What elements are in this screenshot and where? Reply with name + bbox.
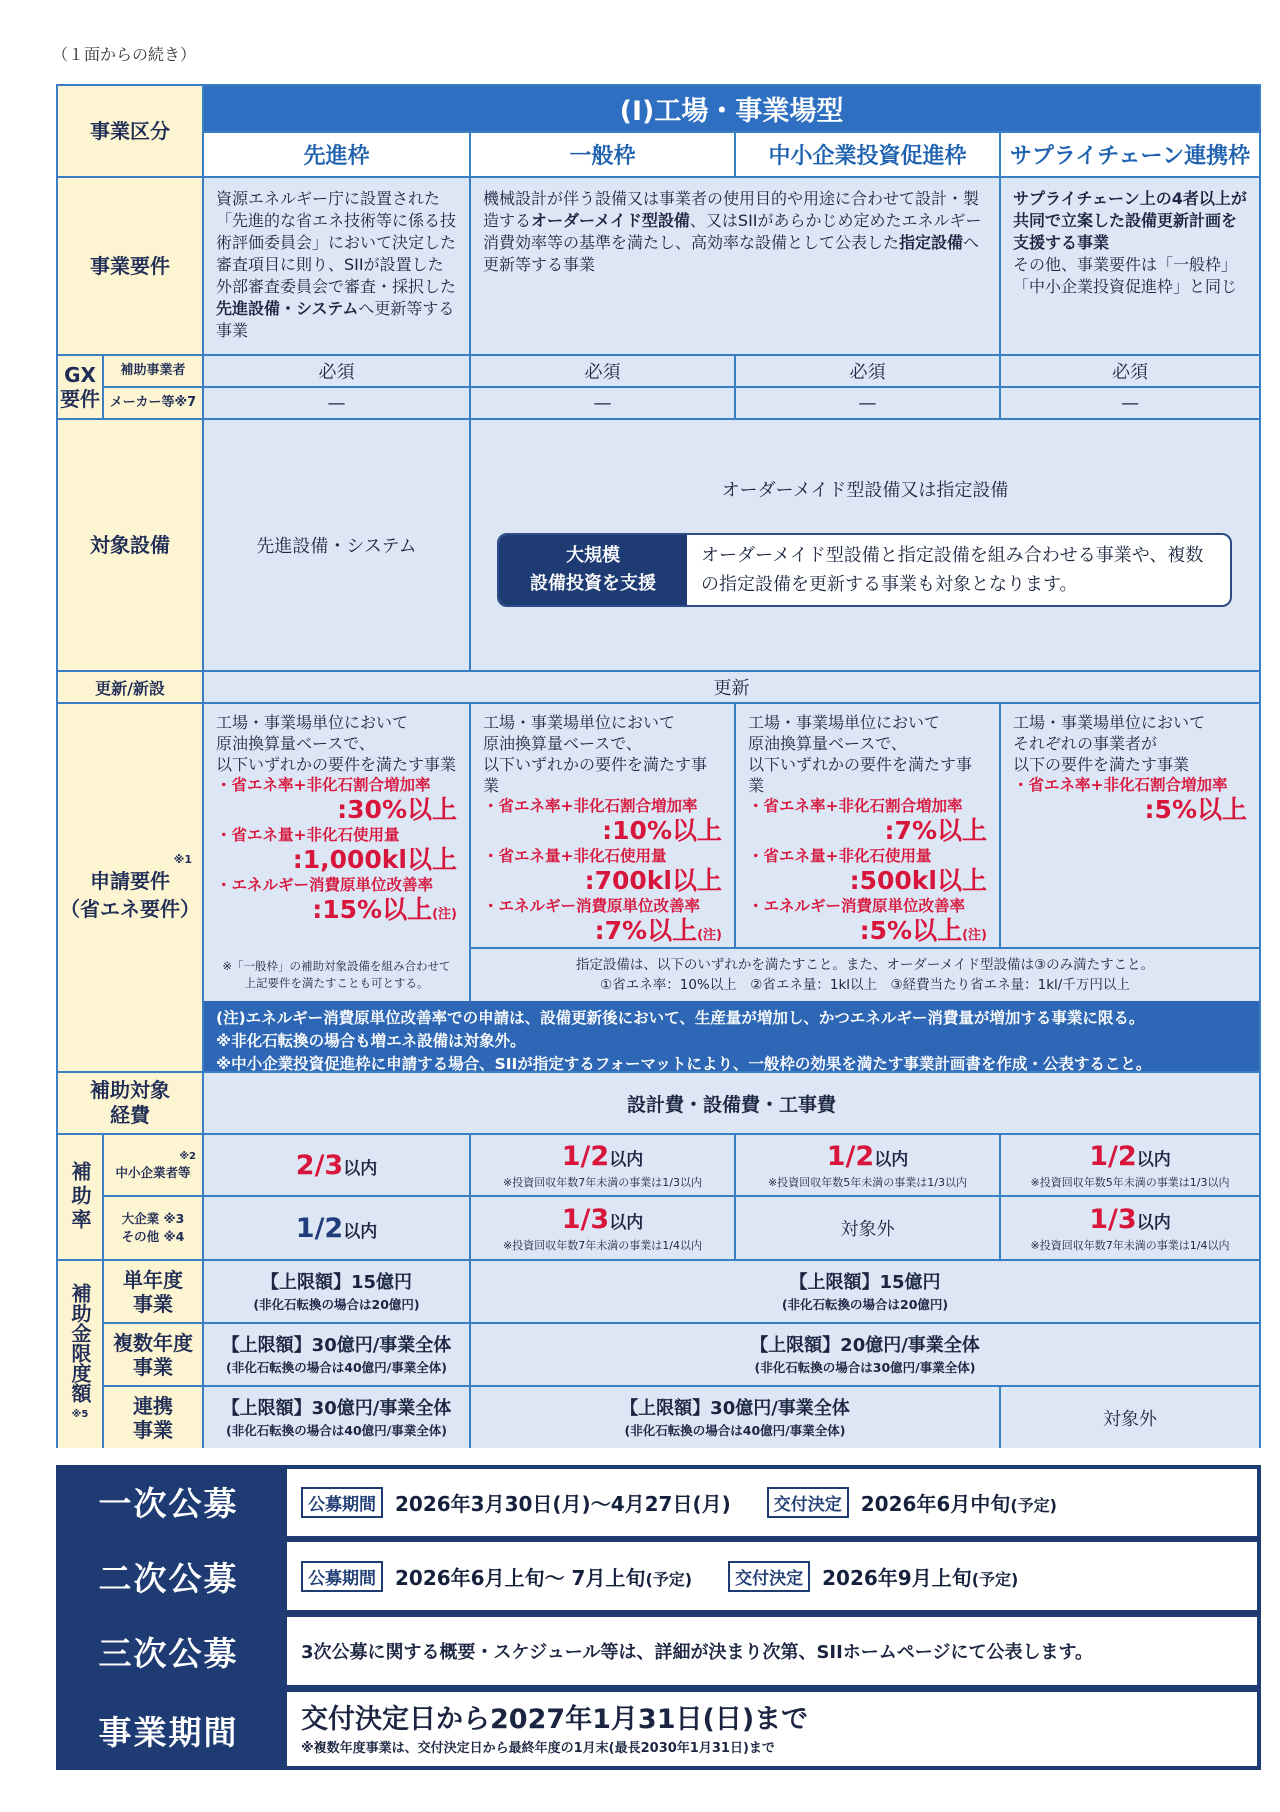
schedule-first-value bbox=[287, 1469, 1257, 1536]
limit-multi-other: 【上限額】20億円/事業全体 (非化石転換の場合は30億円/事業全体) bbox=[471, 1324, 1259, 1385]
rate-large-supply: 1/3以内 ※投資回収年数7年未満の事業は1/4以内 bbox=[1001, 1197, 1259, 1259]
period-text: 交付決定日から2027年1月31日(日)まで bbox=[301, 1703, 809, 1735]
decision-tag: 交付決定 bbox=[767, 1487, 849, 1518]
schedule-second bbox=[56, 1540, 1261, 1613]
limit-single-advanced: 【上限額】15億円 (非化石転換の場合は20億円) bbox=[204, 1261, 469, 1322]
gx-sme-maker: — bbox=[736, 388, 999, 418]
rate-sme-supply: 1/2以内 ※投資回収年数5年未満の事業は1/3以内 bbox=[1001, 1135, 1259, 1195]
gx-label: GX要件 bbox=[58, 356, 102, 418]
application-advanced: 工場・事業場単位において 原油換算量ベースで、 以下いずれかの要件を満たす事業 ・省エネ率+非化石割合増加率 :30%以上 ・省エネ量+非化石使用量 :1,000kl以上 ・エネルギー消費原単位改善率 :15%以上(注) bbox=[204, 704, 469, 949]
application-advanced-note: ※「一般枠」の補助対象設備を組み合わせて上記要件を満たすことも可とする。 bbox=[204, 949, 469, 1001]
application-supply: 工場・事業場単位において それぞれの事業者が 以下の要件を満たす事業 ・省エネ率+非化石割合増加率 :5%以上 bbox=[1001, 704, 1259, 947]
rate-sme-advanced: 2/3以内 bbox=[204, 1135, 469, 1195]
designated-note bbox=[471, 949, 1259, 1001]
limit-mark: ※5 bbox=[71, 1408, 89, 1420]
target-label: 対象設備 bbox=[58, 420, 202, 670]
large-scale-box bbox=[497, 533, 1232, 607]
application-note-3: ※中小企業投資促進枠に申請する場合、SIIが指定するフォーマットにより、一般枠の効果を満たす事業計画書を作成・公表すること。 bbox=[216, 1055, 1152, 1071]
application-note-2: ※非化石転換の場合も増エネ設備は対象外。 bbox=[216, 1032, 526, 1050]
gx-general-maker: — bbox=[471, 388, 734, 418]
gx-supply-maker: — bbox=[1001, 388, 1259, 418]
limit-label bbox=[58, 1261, 102, 1448]
designated-note-1: 指定設備は、以下のいずれかを満たすこと。また、オーダーメイド型設備は③のみ満たすこと。 bbox=[575, 957, 1155, 973]
schedule-second-value bbox=[287, 1542, 1257, 1610]
application-general: 工場・事業場単位において 原油換算量ベースで、 以下いずれかの要件を満たす事業 ・省エネ率+非化石割合増加率 :10%以上 ・省エネ量+非化石使用量 :700kl以上 ・エネルギー消費原単位改善率 :7%以上(注) bbox=[471, 704, 734, 947]
limit-single-label: 単年度 事業 bbox=[104, 1261, 202, 1322]
rate-label: 補助率 bbox=[58, 1135, 102, 1259]
gx-row1-label: 補助事業者 bbox=[104, 356, 202, 386]
gx-advanced-maker: — bbox=[204, 388, 469, 418]
application-label bbox=[58, 704, 202, 1071]
second-period: 2026年6月上旬～ 7月上旬(予定) bbox=[395, 1565, 693, 1590]
target-others-text: オーダーメイド型設備又は指定設備 bbox=[721, 480, 1009, 501]
application-note-1: (注)エネルギー消費原単位改善率での申請は、設備更新後において、生産量が増加し、かつエネルギー消費量が増加する事業に限る。 bbox=[216, 1009, 1145, 1027]
gx-advanced-req: 必須 bbox=[204, 356, 469, 386]
target-advanced: 先進設備・システム bbox=[204, 420, 469, 670]
schedule-third bbox=[56, 1615, 1261, 1688]
large-scale-text: オーダーメイド型設備と指定設備を組み合わせる事業や、複数の指定設備を更新する事業も対象となります。 bbox=[701, 545, 1204, 595]
schedule-first-label: 一次公募 bbox=[98, 1484, 239, 1523]
schedule-first bbox=[56, 1465, 1261, 1538]
period-tag: 公募期間 bbox=[301, 1561, 383, 1592]
schedule-third-value: 3次公募に関する概要・スケジュール等は、詳細が決まり次第、SIIホームページにて公表します。 bbox=[287, 1617, 1257, 1685]
gx-row2-label: メーカー等※7 bbox=[104, 388, 202, 418]
designated-note-2: ①省エネ率：10%以上 ②省エネ量：1kl以上 ③経費当たり省エネ量：1kl/千万円以上 bbox=[600, 977, 1130, 993]
rate-sme-label-text: 中小企業者等 bbox=[115, 1165, 191, 1180]
rate-large-label: 大企業 ※3 その他 ※4 bbox=[104, 1197, 202, 1259]
schedule-third-label: 三次公募 bbox=[98, 1634, 239, 1673]
business-req-label: 事業要件 bbox=[58, 178, 202, 354]
section-title: (Ⅰ)工場・事業場型 bbox=[204, 86, 1259, 131]
business-req-advanced: 資源エネルギー庁に設置された「先進的な省エネ技術等に係る技術評価委員会」において決定した審査項目に則り、SIIが設置した外部審査委員会で審査・採択した先進設備・システムへ更新等する事業 bbox=[204, 178, 469, 354]
business-req-general: 機械設計が伴う設備又は事業者の使用目的や用途に合わせて設計・製造するオーダーメイド型設備、又はSIIがあらかじめ定めたエネルギー消費効率等の基準を満たし、高効率な設備として公表した指定設備へ更新等する事業 bbox=[471, 178, 999, 354]
schedule-period-value bbox=[287, 1692, 1257, 1766]
gx-sme-req: 必須 bbox=[736, 356, 999, 386]
application-sme: 工場・事業場単位において 原油換算量ベースで、 以下いずれかの要件を満たす事業 ・省エネ率+非化石割合増加率 :7%以上 ・省エネ量+非化石使用量 :500kl以上 ・エネルギー消費原単位改善率 :5%以上(注) bbox=[736, 704, 999, 947]
rate-large-sme: 対象外 bbox=[736, 1197, 999, 1259]
limit-multi-advanced: 【上限額】30億円/事業全体 (非化石転換の場合は40億円/事業全体) bbox=[204, 1324, 469, 1385]
decision-tag: 交付決定 bbox=[728, 1561, 810, 1592]
limit-coop-label: 連携 事業 bbox=[104, 1387, 202, 1448]
rate-sme-general: 1/2以内 ※投資回収年数7年未満の事業は1/3以内 bbox=[471, 1135, 734, 1195]
category-label: 事業区分 bbox=[58, 86, 202, 176]
col-supply: サプライチェーン連携枠 bbox=[1001, 133, 1259, 176]
continued-note: （１面からの続き） bbox=[52, 45, 197, 64]
renewal-value: 更新 bbox=[204, 672, 1259, 702]
costs-value: 設計費・設備費・工事費 bbox=[204, 1073, 1259, 1133]
limit-single-other: 【上限額】15億円 (非化石転換の場合は20億円) bbox=[471, 1261, 1259, 1322]
limit-label-text: 補助金限度額 bbox=[68, 1282, 92, 1403]
schedule-panel bbox=[56, 1465, 1261, 1770]
limit-coop-advanced: 【上限額】30億円/事業全体 (非化石転換の場合は40億円/事業全体) bbox=[204, 1387, 469, 1448]
second-decision: 2026年9月上旬(予定) bbox=[822, 1565, 1019, 1590]
schedule-second-label: 二次公募 bbox=[98, 1559, 239, 1598]
costs-label: 補助対象 経費 bbox=[58, 1073, 202, 1133]
rate-sme-sme: 1/2以内 ※投資回収年数5年未満の事業は1/3以内 bbox=[736, 1135, 999, 1195]
limit-coop-supply: 対象外 bbox=[1001, 1387, 1259, 1448]
first-period: 2026年3月30日(月)～4月27日(月) bbox=[395, 1492, 731, 1516]
application-notes bbox=[204, 1001, 1259, 1071]
col-sme: 中小企業投資促進枠 bbox=[736, 133, 999, 176]
limit-coop-other: 【上限額】30億円/事業全体 (非化石転換の場合は40億円/事業全体) bbox=[471, 1387, 999, 1448]
schedule-period bbox=[56, 1690, 1261, 1770]
large-scale-label: 大規模 設備投資を支援 bbox=[499, 535, 687, 605]
period-note: ※複数年度事業は、交付決定日から最終年度の1月末(最長2030年1月31日)まで bbox=[301, 1740, 775, 1756]
col-general: 一般枠 bbox=[471, 133, 734, 176]
col-advanced: 先進枠 bbox=[204, 133, 469, 176]
schedule-period-label: 事業期間 bbox=[98, 1712, 239, 1752]
period-tag: 公募期間 bbox=[301, 1487, 383, 1518]
rate-sme-label bbox=[104, 1135, 202, 1195]
rate-large-advanced: 1/2以内 bbox=[204, 1197, 469, 1259]
gx-supply-req: 必須 bbox=[1001, 356, 1259, 386]
rate-large-general: 1/3以内 ※投資回収年数7年未満の事業は1/4以内 bbox=[471, 1197, 734, 1259]
renewal-label: 更新/新設 bbox=[58, 672, 202, 702]
business-req-supply: サプライチェーン上の4者以上が共同で立案した設備更新計画を支援する事業 その他、事業要件は「一般枠」「中小企業投資促進枠」と同じ bbox=[1001, 178, 1259, 354]
subsidy-table bbox=[56, 84, 1261, 1448]
rate-sme-mark: ※2 bbox=[179, 1151, 196, 1162]
application-note-mark: ※1 bbox=[173, 853, 192, 866]
gx-general-req: 必須 bbox=[471, 356, 734, 386]
limit-multi-label: 複数年度 事業 bbox=[104, 1324, 202, 1385]
application-label-text: 申請要件 （省エネ要件） bbox=[60, 869, 200, 921]
first-decision: 2026年6月中旬(予定) bbox=[860, 1492, 1057, 1516]
